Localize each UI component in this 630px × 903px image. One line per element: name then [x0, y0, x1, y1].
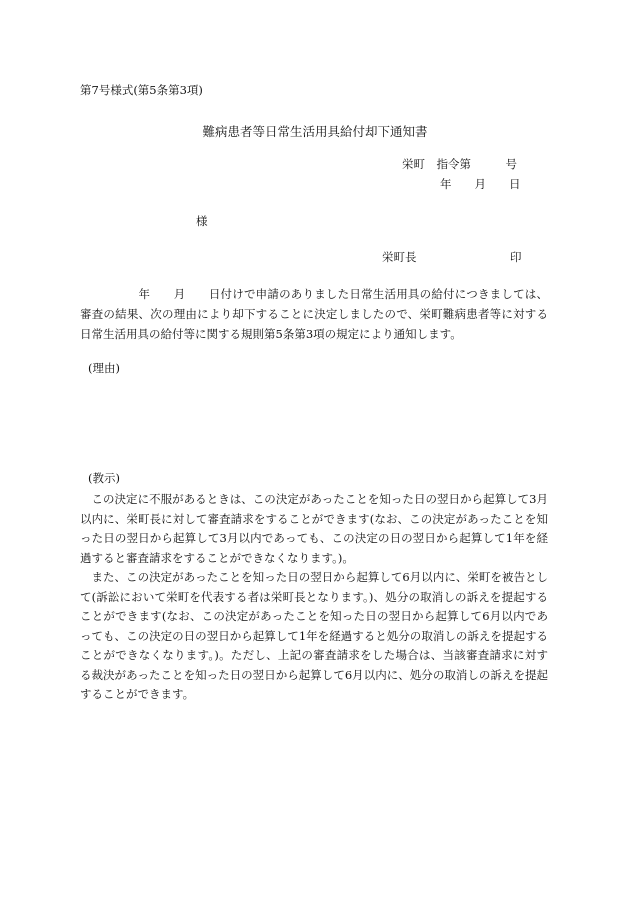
reason-heading: (理由)	[88, 361, 120, 375]
notice-heading: (教示)	[88, 471, 120, 485]
notice-paragraph-1: この決定に不服があるときは、この決定があったことを知った日の翌日から起算して3月以内に、栄町長に対して審査請求をすることができます(なお、この決定があったことを知った日の翌日から起算して3月以内であっても、この決定の日の翌日から起算して1年を経過すると審査請求をすることができなくなります。)。	[80, 492, 548, 565]
document-title: 難病患者等日常生活用具給付却下通知書	[202, 124, 428, 139]
sender-name: 栄町長	[382, 250, 417, 264]
form-number-label: 第7号様式(第5条第3項)	[80, 83, 203, 97]
issuer-reference-line: 栄町 指令第 号	[402, 157, 517, 171]
body-paragraph: 年 月 日付けで申請のありました日常生活用具の給付につきましては、審査の結果、次の理由により却下することに決定しましたので、栄町難病患者等に対する日常生活用具の給付等に関する規則第5条第3項の規定により通知します。	[80, 287, 548, 341]
issue-date-line: 年 月 日	[440, 177, 521, 191]
seal-mark: 印	[510, 250, 522, 264]
notice-body	[80, 490, 548, 705]
addressee-suffix: 様	[196, 214, 208, 228]
notice-paragraph-2: また、この決定があったことを知った日の翌日から起算して6月以内に、栄町を被告として(訴訟において栄町を代表する者は栄町長となります。)、処分の取消しの訴えを提起することができます(なお、この決定があったことを知った日の翌日から起算して6月以内であっても、この決定の日の翌日から起算して1年を経過すると処分の取消しの訴えを提起することができなくなります。)。ただし、上記の審査請求をした場合は、当該審査請求に対する裁決があったことを知った日の翌日から起算して6月以内に、処分の取消しの訴えを提起することができます。	[80, 570, 548, 701]
